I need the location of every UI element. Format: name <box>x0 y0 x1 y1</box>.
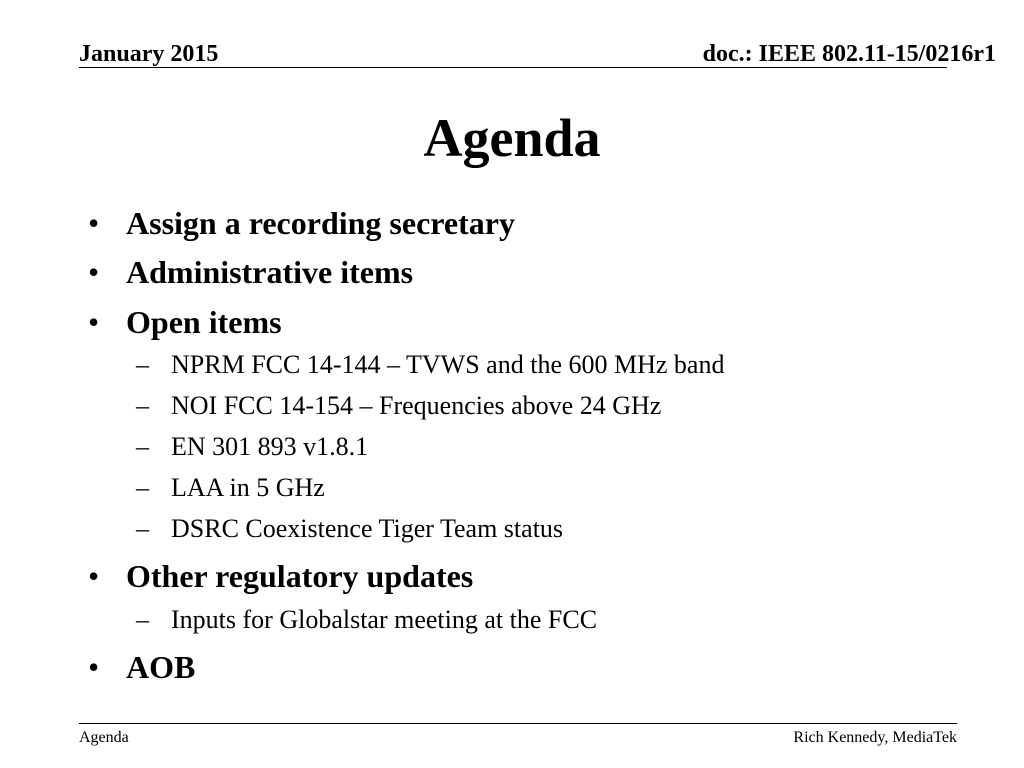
dash-icon: – <box>136 514 149 543</box>
agenda-subitem-label: NOI FCC 14-154 – Frequencies above 24 GHz <box>171 391 662 420</box>
agenda-item-label: Other regulatory updates <box>126 558 474 594</box>
agenda-item-label: Assign a recording secretary <box>126 205 515 241</box>
footer-section-label: Agenda <box>79 729 129 746</box>
dash-icon: – <box>136 350 149 379</box>
slide-title: Agenda <box>423 108 601 168</box>
agenda-subitem-label: EN 301 893 v1.8.1 <box>171 432 369 461</box>
footer-divider <box>79 723 957 724</box>
dash-icon: – <box>136 605 149 634</box>
agenda-subitem-label: NPRM FCC 14-144 – TVWS and the 600 MHz band <box>171 350 725 379</box>
dash-icon: – <box>136 473 149 502</box>
dash-icon: – <box>136 391 149 420</box>
agenda-subitem-label: DSRC Coexistence Tiger Team status <box>171 514 564 543</box>
header-doc-id: doc.: IEEE 802.11-15/0216r1 <box>702 41 996 67</box>
header-date: January 2015 <box>79 41 219 67</box>
bullet-icon: • <box>88 304 100 340</box>
bullet-icon: • <box>88 649 100 685</box>
bullet-icon: • <box>88 558 100 594</box>
footer-author: Rich Kennedy, MediaTek <box>793 729 957 746</box>
bullet-icon: • <box>88 254 100 290</box>
agenda-item-label: AOB <box>126 649 196 685</box>
agenda-item-label: Open items <box>126 304 282 340</box>
bullet-icon: • <box>88 205 100 241</box>
agenda-subitem-label: Inputs for Globalstar meeting at the FCC <box>171 605 598 634</box>
dash-icon: – <box>136 432 149 461</box>
agenda-item-label: Administrative items <box>126 254 414 290</box>
agenda-subitem-label: LAA in 5 GHz <box>171 473 325 502</box>
